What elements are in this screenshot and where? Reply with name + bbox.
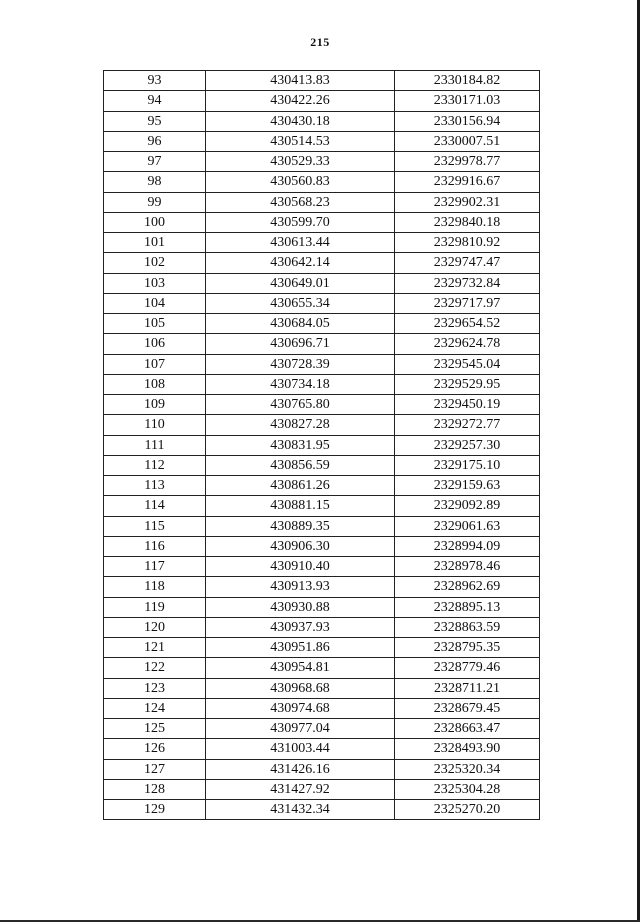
point-index-cell: 117 (104, 557, 206, 577)
point-index-cell: 100 (104, 212, 206, 232)
point-index-cell: 123 (104, 678, 206, 698)
point-index-cell: 113 (104, 476, 206, 496)
table-row (104, 152, 540, 172)
x-coordinate-cell: 430974.68 (206, 698, 395, 718)
x-coordinate-cell: 430827.28 (206, 415, 395, 435)
point-index-cell: 124 (104, 698, 206, 718)
y-coordinate-cell: 2329902.31 (395, 192, 540, 212)
point-index-cell: 115 (104, 516, 206, 536)
y-coordinate-cell: 2329175.10 (395, 455, 540, 475)
x-coordinate-cell: 430856.59 (206, 455, 395, 475)
table-row (104, 91, 540, 111)
table-row (104, 212, 540, 232)
x-coordinate-cell: 430937.93 (206, 617, 395, 637)
table-row (104, 759, 540, 779)
y-coordinate-cell: 2330184.82 (395, 71, 540, 91)
x-coordinate-cell: 430642.14 (206, 253, 395, 273)
point-index-cell: 126 (104, 739, 206, 759)
y-coordinate-cell: 2329450.19 (395, 395, 540, 415)
point-index-cell: 114 (104, 496, 206, 516)
x-coordinate-cell: 431427.92 (206, 779, 395, 799)
point-index-cell: 102 (104, 253, 206, 273)
x-coordinate-cell: 430977.04 (206, 719, 395, 739)
table-row (104, 536, 540, 556)
y-coordinate-cell: 2329061.63 (395, 516, 540, 536)
point-index-cell: 118 (104, 577, 206, 597)
x-coordinate-cell: 430930.88 (206, 597, 395, 617)
x-coordinate-cell: 430906.30 (206, 536, 395, 556)
y-coordinate-cell: 2328795.35 (395, 638, 540, 658)
point-index-cell: 116 (104, 536, 206, 556)
x-coordinate-cell: 430568.23 (206, 192, 395, 212)
x-coordinate-cell: 430422.26 (206, 91, 395, 111)
x-coordinate-cell: 430413.83 (206, 71, 395, 91)
point-index-cell: 108 (104, 374, 206, 394)
y-coordinate-cell: 2328962.69 (395, 577, 540, 597)
table-row (104, 395, 540, 415)
table-row (104, 374, 540, 394)
table-row (104, 516, 540, 536)
point-index-cell: 111 (104, 435, 206, 455)
x-coordinate-cell: 430728.39 (206, 354, 395, 374)
y-coordinate-cell: 2329916.67 (395, 172, 540, 192)
table-row (104, 496, 540, 516)
point-index-cell: 112 (104, 455, 206, 475)
table-row (104, 658, 540, 678)
point-index-cell: 93 (104, 71, 206, 91)
x-coordinate-cell: 430696.71 (206, 334, 395, 354)
table-row (104, 476, 540, 496)
x-coordinate-cell: 431432.34 (206, 800, 395, 820)
point-index-cell: 96 (104, 131, 206, 151)
table-row (104, 577, 540, 597)
point-index-cell: 103 (104, 273, 206, 293)
x-coordinate-cell: 430968.68 (206, 678, 395, 698)
table-row (104, 71, 540, 91)
table-row (104, 111, 540, 131)
table-row (104, 131, 540, 151)
table-row (104, 435, 540, 455)
table-row (104, 273, 540, 293)
y-coordinate-cell: 2325304.28 (395, 779, 540, 799)
y-coordinate-cell: 2328863.59 (395, 617, 540, 637)
y-coordinate-cell: 2325270.20 (395, 800, 540, 820)
x-coordinate-cell: 430910.40 (206, 557, 395, 577)
x-coordinate-cell: 430881.15 (206, 496, 395, 516)
y-coordinate-cell: 2328679.45 (395, 698, 540, 718)
y-coordinate-cell: 2328711.21 (395, 678, 540, 698)
y-coordinate-cell: 2329092.89 (395, 496, 540, 516)
point-index-cell: 121 (104, 638, 206, 658)
table-row (104, 233, 540, 253)
y-coordinate-cell: 2330156.94 (395, 111, 540, 131)
y-coordinate-cell: 2329529.95 (395, 374, 540, 394)
point-index-cell: 105 (104, 314, 206, 334)
y-coordinate-cell: 2329545.04 (395, 354, 540, 374)
x-coordinate-cell: 430599.70 (206, 212, 395, 232)
x-coordinate-cell: 431426.16 (206, 759, 395, 779)
x-coordinate-cell: 430514.53 (206, 131, 395, 151)
table-row (104, 334, 540, 354)
point-index-cell: 94 (104, 91, 206, 111)
x-coordinate-cell: 430613.44 (206, 233, 395, 253)
x-coordinate-cell: 430430.18 (206, 111, 395, 131)
x-coordinate-cell: 430529.33 (206, 152, 395, 172)
table-row (104, 172, 540, 192)
x-coordinate-cell: 430951.86 (206, 638, 395, 658)
table-row (104, 314, 540, 334)
table-row (104, 557, 540, 577)
y-coordinate-cell: 2328994.09 (395, 536, 540, 556)
table-row (104, 739, 540, 759)
y-coordinate-cell: 2328493.90 (395, 739, 540, 759)
y-coordinate-cell: 2329840.18 (395, 212, 540, 232)
y-coordinate-cell: 2329624.78 (395, 334, 540, 354)
table-row (104, 293, 540, 313)
x-coordinate-cell: 430765.80 (206, 395, 395, 415)
y-coordinate-cell: 2329747.47 (395, 253, 540, 273)
y-coordinate-cell: 2328779.46 (395, 658, 540, 678)
table-row (104, 192, 540, 212)
x-coordinate-cell: 430649.01 (206, 273, 395, 293)
point-index-cell: 109 (104, 395, 206, 415)
point-index-cell: 95 (104, 111, 206, 131)
point-index-cell: 120 (104, 617, 206, 637)
y-coordinate-cell: 2330171.03 (395, 91, 540, 111)
table-row (104, 779, 540, 799)
y-coordinate-cell: 2328895.13 (395, 597, 540, 617)
point-index-cell: 128 (104, 779, 206, 799)
x-coordinate-cell: 430913.93 (206, 577, 395, 597)
point-index-cell: 101 (104, 233, 206, 253)
coordinates-table (103, 70, 540, 820)
table-row (104, 800, 540, 820)
point-index-cell: 107 (104, 354, 206, 374)
point-index-cell: 97 (104, 152, 206, 172)
table-row (104, 698, 540, 718)
x-coordinate-cell: 430684.05 (206, 314, 395, 334)
table-row (104, 354, 540, 374)
page-number: 215 (310, 35, 330, 49)
y-coordinate-cell: 2329717.97 (395, 293, 540, 313)
point-index-cell: 99 (104, 192, 206, 212)
table-row (104, 638, 540, 658)
x-coordinate-cell: 431003.44 (206, 739, 395, 759)
y-coordinate-cell: 2329272.77 (395, 415, 540, 435)
table-row (104, 617, 540, 637)
point-index-cell: 125 (104, 719, 206, 739)
y-coordinate-cell: 2328978.46 (395, 557, 540, 577)
y-coordinate-cell: 2330007.51 (395, 131, 540, 151)
table-row (104, 455, 540, 475)
x-coordinate-cell: 430734.18 (206, 374, 395, 394)
y-coordinate-cell: 2325320.34 (395, 759, 540, 779)
x-coordinate-cell: 430560.83 (206, 172, 395, 192)
table-row (104, 678, 540, 698)
table-row (104, 253, 540, 273)
point-index-cell: 129 (104, 800, 206, 820)
point-index-cell: 104 (104, 293, 206, 313)
x-coordinate-cell: 430889.35 (206, 516, 395, 536)
x-coordinate-cell: 430655.34 (206, 293, 395, 313)
y-coordinate-cell: 2329257.30 (395, 435, 540, 455)
y-coordinate-cell: 2329654.52 (395, 314, 540, 334)
y-coordinate-cell: 2329810.92 (395, 233, 540, 253)
x-coordinate-cell: 430954.81 (206, 658, 395, 678)
y-coordinate-cell: 2329978.77 (395, 152, 540, 172)
point-index-cell: 127 (104, 759, 206, 779)
x-coordinate-cell: 430831.95 (206, 435, 395, 455)
x-coordinate-cell: 430861.26 (206, 476, 395, 496)
y-coordinate-cell: 2329732.84 (395, 273, 540, 293)
point-index-cell: 110 (104, 415, 206, 435)
point-index-cell: 122 (104, 658, 206, 678)
table-row (104, 719, 540, 739)
y-coordinate-cell: 2329159.63 (395, 476, 540, 496)
table-row (104, 597, 540, 617)
point-index-cell: 119 (104, 597, 206, 617)
coordinates-table-body (104, 71, 540, 820)
point-index-cell: 106 (104, 334, 206, 354)
y-coordinate-cell: 2328663.47 (395, 719, 540, 739)
point-index-cell: 98 (104, 172, 206, 192)
table-row (104, 415, 540, 435)
